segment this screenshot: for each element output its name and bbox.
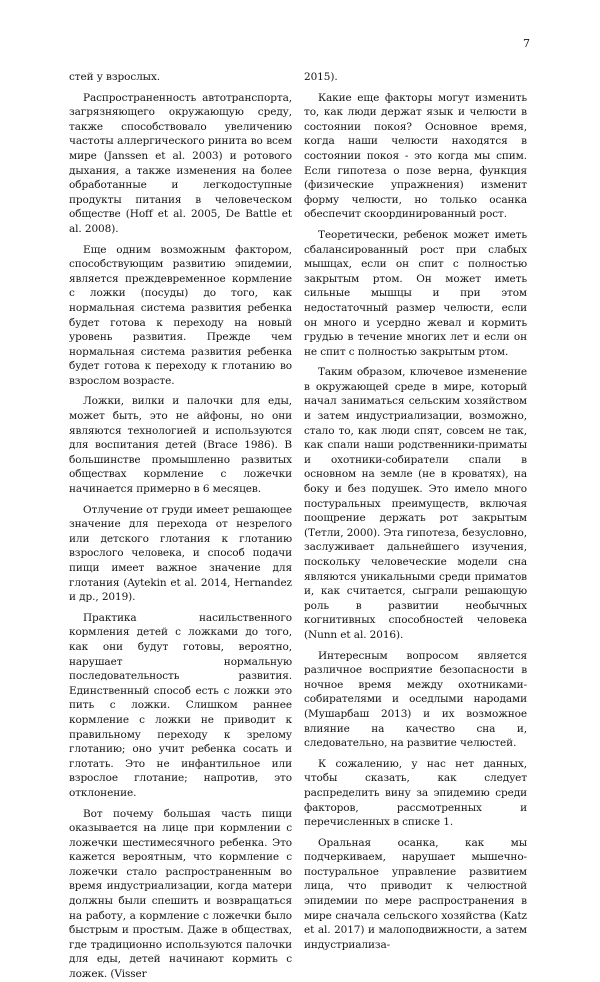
paragraph: Практика насильственного кормления детей с ложками до того, как они будут готовы, вероятно, нарушает нормальную последовательность развития. Единственный способ есть с ложки это пить с ложки. Слишком раннее кормление с ложки не приводит к правильному переходу к зрелому глотанию; оно учит ребенка сосать и глотать. Это не инфантильное или взрослое глотание; напротив, это отклонение. xyxy=(69,611,292,799)
paragraph: Таким образом, ключевое изменение в окружающей среде в мире, который начал заниматься сельским хозяйством и затем индустриализации, возможно, стало то, как люди спят, совсем не так, как спали наши родственники-приматы и охотники-собиратели спали в основном на земле (не в кроватях), на боку и без подушек. Это имело много постуральных преимуществ, включая поощрение держать рот закрытым (Тетли, 2000). Эта гипотеза, безусловно, заслуживает дальнейшего изучения, поскольку человеческие модели сна являются уникальными среди приматов и, как считается, сыграли решающую роль в развитии необычных когнитивных способностей человека (Nunn et al. 2016). xyxy=(304,366,527,641)
paragraph: Интересным вопросом является различное восприятие безопасности в ночное время между охотниками-собирателями и оседлыми народами (Мушарбаш 2013) и их возможное влияние на качество сна и, следовательно, на развитие челюстей. xyxy=(304,649,527,750)
paragraph: К сожалению, у нас нет данных, чтобы сказать, как следует распределить вину за эпидемию среди факторов, рассмотренных и перечисленных в списке 1. xyxy=(304,757,527,829)
left-column xyxy=(69,70,292,982)
paragraph: Ложки, вилки и палочки для еды, может быть, это не айфоны, но они являются технологией и используются для воспитания детей (Brace 1986). В большинстве промышленно развитых обществах кормление с ложечки начинается примерно в 6 месяцев. xyxy=(69,395,292,496)
paragraph: стей у взрослых. xyxy=(69,71,161,83)
paragraph: Отлучение от груди имеет решающее значение для перехода от незрелого или детского глотания к глотанию взрослого человека, и способ подачи пищи имеет важное значение для глотания (Aytekin et al. 2014, Hernandez и др., 2019). xyxy=(69,503,292,604)
paragraph: Еще одним возможным фактором, способствующим развитию эпидемии, является преждевременное кормление с ложки (посуды) до того, как нормальная система развития ребенка будет готова к переходу на новый уровень развития. Прежде чем нормальная система развития ребенка будет готова к переходу к глотанию во взрослом возрасте. xyxy=(69,243,292,387)
paragraph: Теоретически, ребенок может иметь сбалансированный рост при слабых мышцах, если он спит с полностью закрытым ртом. Он может иметь сильные мышцы и при этом недостаточный размер челюсти, если он много и усердно жевал и кормить грудью в течение многих лет и если он не спит с полностью закрытым ртом. xyxy=(304,228,527,358)
paragraph: Распространенность автотранспорта, загрязняющего окружающую среду, также способствовало увеличению частоты аллергического ринита во всем мире (Janssen et al. 2003) и ротового дыхания, а также изменения на более обработанные и легкодоступные продукты питания в человеческом обществе (Hoff et al. 2005, De Battle et al. 2008). xyxy=(69,91,292,235)
paragraph: Оральная осанка, как мы подчеркиваем, нарушает мышечно-постуральное управление развитием лица, что приводит к челюстной эпидемии по мере распространения в мире сначала сельского хозяйства (Katz et al. 2017) и малоподвижности, а затем индустриализа- xyxy=(304,836,527,951)
right-column xyxy=(304,70,527,952)
paragraph: 2015). xyxy=(304,71,338,83)
page-number: 7 xyxy=(523,37,530,50)
paragraph: Вот почему большая часть пищи оказывается на лице при кормлении с ложечки шестимесячного ребенка. Это кажется вероятным, что кормление с ложечки стало распространенным во время индустриализации, когда матери должны были спешить и возвращаться на работу, а кормление с ложечки было быстрым и простым. Даже в обществах, где традиционно используются палочки для еды, детей начинают кормить с ложек. (Visser xyxy=(69,807,292,981)
paragraph: Какие еще факторы могут изменить то, как люди держат язык и челюсти в состоянии покоя? Основное время, когда наши челюсти находятся в состоянии покоя - это когда мы спим. Если гипотеза о позе верна, функция (физические упражнения) изменит форму челюсти, но только осанка обеспечит скоординированный рост. xyxy=(304,91,527,221)
